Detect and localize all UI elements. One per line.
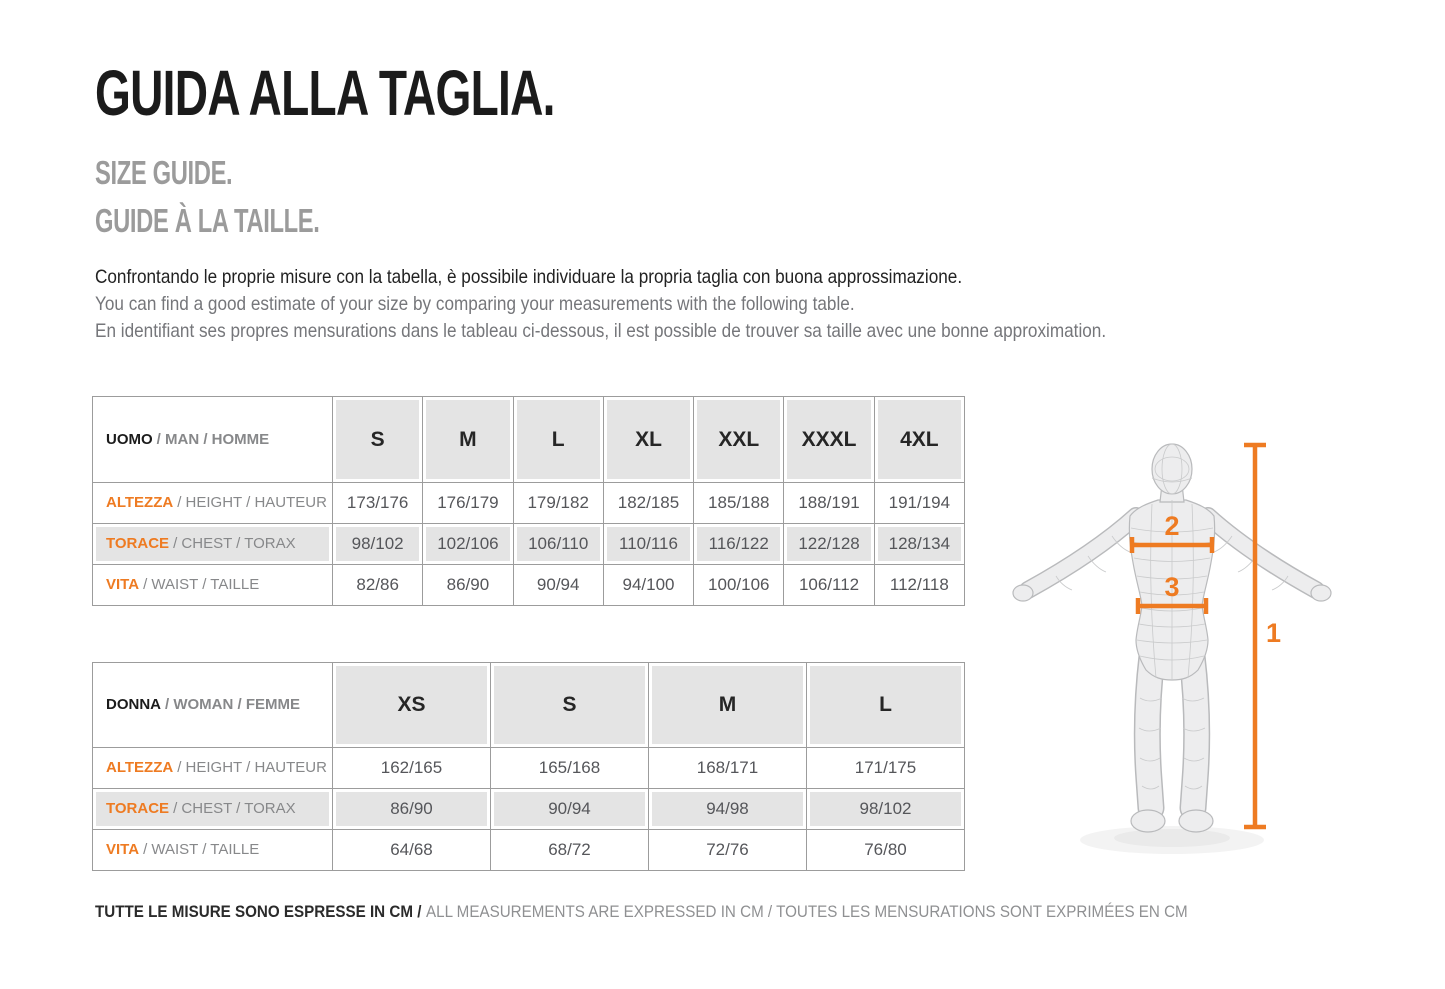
size-value-cell: 191/194 <box>874 483 964 524</box>
subtitle-fr: GUIDE À LA TAILLE. <box>95 202 320 240</box>
men-waist-row <box>93 565 965 606</box>
size-value-cell: 176/179 <box>423 483 513 524</box>
size-value-cell: 165/168 <box>491 748 649 789</box>
size-value-cell: 185/188 <box>694 483 784 524</box>
units-note-gray: ALL MEASUREMENTS ARE EXPRESSED IN CM / TOUTES LES MENSURATIONS SONT EXPRIMÉES EN CM <box>426 903 1188 921</box>
size-value-cell: 98/102 <box>807 789 965 830</box>
size-header-cell: S <box>333 397 423 483</box>
women-size-table <box>92 662 965 871</box>
size-value-cell: 100/106 <box>694 565 784 606</box>
intro-line-en: You can find a good estimate of your size by comparing your measurements with the following table. <box>95 293 855 315</box>
size-value-cell: 162/165 <box>333 748 491 789</box>
mannequin-figure <box>990 388 1410 882</box>
row-label-primary: TORACE <box>106 535 170 552</box>
size-value-cell: 90/94 <box>513 565 603 606</box>
row-label-secondary: / HEIGHT / HAUTEUR <box>177 759 327 776</box>
size-header-cell: XXL <box>694 397 784 483</box>
row-label-secondary: / CHEST / TORAX <box>173 535 296 552</box>
size-value-cell: 110/116 <box>603 524 693 565</box>
women-height-row <box>93 748 965 789</box>
size-header-cell: M <box>649 663 807 748</box>
size-header-cell: XS <box>333 663 491 748</box>
intro-paragraph <box>95 264 1244 345</box>
size-value-cell: 98/102 <box>333 524 423 565</box>
heading-block <box>95 57 734 245</box>
women-header-row <box>93 663 965 748</box>
size-value-cell: 76/80 <box>807 830 965 871</box>
men-height-row <box>93 483 965 524</box>
intro-line-fr: En identifiant ses propres mensurations dans le tableau ci-dessous, il est possible de trouver sa taille avec une bonne approximation. <box>95 320 1107 342</box>
size-header-cell: XL <box>603 397 693 483</box>
row-label-cell <box>93 524 333 565</box>
men-size-table <box>92 396 965 606</box>
women-label-secondary: / WOMAN / FEMME <box>165 696 300 713</box>
row-label-primary: VITA <box>106 841 140 858</box>
size-header-cell: XXXL <box>784 397 874 483</box>
women-table-title-cell <box>93 663 333 748</box>
size-header-cell: 4XL <box>874 397 964 483</box>
chest-measure-label: 2 <box>1164 511 1180 541</box>
row-label-cell <box>93 483 333 524</box>
units-note <box>95 903 1188 922</box>
size-value-cell: 64/68 <box>333 830 491 871</box>
waist-measure-label: 3 <box>1164 572 1180 602</box>
size-value-cell: 72/76 <box>649 830 807 871</box>
row-label-cell <box>93 748 333 789</box>
height-measure-label: 1 <box>1266 618 1282 648</box>
women-waist-row <box>93 830 965 871</box>
size-value-cell: 86/90 <box>333 789 491 830</box>
row-label-primary: TORACE <box>106 800 170 817</box>
size-value-cell: 106/112 <box>784 565 874 606</box>
row-label-cell <box>93 565 333 606</box>
row-label-primary: VITA <box>106 576 140 593</box>
size-value-cell: 106/110 <box>513 524 603 565</box>
size-value-cell: 182/185 <box>603 483 693 524</box>
size-value-cell: 173/176 <box>333 483 423 524</box>
size-value-cell: 188/191 <box>784 483 874 524</box>
mannequin-svg <box>990 388 1410 882</box>
men-label-primary: UOMO <box>106 430 153 448</box>
size-value-cell: 68/72 <box>491 830 649 871</box>
size-value-cell: 102/106 <box>423 524 513 565</box>
size-header-cell: L <box>807 663 965 748</box>
subtitle-en: SIZE GUIDE. <box>95 154 233 192</box>
men-chest-row <box>93 524 965 565</box>
row-label-primary: ALTEZZA <box>106 494 174 511</box>
row-label-secondary: / HEIGHT / HAUTEUR <box>177 494 327 511</box>
height-measure-line <box>1244 445 1266 827</box>
size-header-cell: L <box>513 397 603 483</box>
size-value-cell: 168/171 <box>649 748 807 789</box>
row-label-secondary: / WAIST / TAILLE <box>143 576 260 593</box>
page-title: GUIDA ALLA TAGLIA. <box>95 57 555 129</box>
size-value-cell: 90/94 <box>491 789 649 830</box>
size-value-cell: 128/134 <box>874 524 964 565</box>
size-value-cell: 122/128 <box>784 524 874 565</box>
row-label-cell <box>93 830 333 871</box>
size-header-cell: S <box>491 663 649 748</box>
size-value-cell: 171/175 <box>807 748 965 789</box>
women-chest-row <box>93 789 965 830</box>
intro-line-it: Confrontando le proprie misure con la tabella, è possibile individuare la propria taglia con buona approssimazione. <box>95 266 963 288</box>
men-label-secondary: / MAN / HOMME <box>156 430 270 448</box>
size-value-cell: 112/118 <box>874 565 964 606</box>
size-header-cell: M <box>423 397 513 483</box>
floor-shadow-inner <box>1114 829 1230 847</box>
size-value-cell: 86/90 <box>423 565 513 606</box>
size-value-cell: 179/182 <box>513 483 603 524</box>
row-label-secondary: / CHEST / TORAX <box>173 800 296 817</box>
size-value-cell: 116/122 <box>694 524 784 565</box>
size-value-cell: 94/98 <box>649 789 807 830</box>
size-value-cell: 82/86 <box>333 565 423 606</box>
row-label-secondary: / WAIST / TAILLE <box>143 841 260 858</box>
row-label-primary: ALTEZZA <box>106 759 174 776</box>
row-label-cell <box>93 789 333 830</box>
size-value-cell: 94/100 <box>603 565 693 606</box>
men-header-row <box>93 397 965 483</box>
units-note-bold: TUTTE LE MISURE SONO ESPRESSE IN CM / <box>95 903 422 921</box>
men-table-title-cell <box>93 397 333 483</box>
women-label-primary: DONNA <box>106 696 161 713</box>
